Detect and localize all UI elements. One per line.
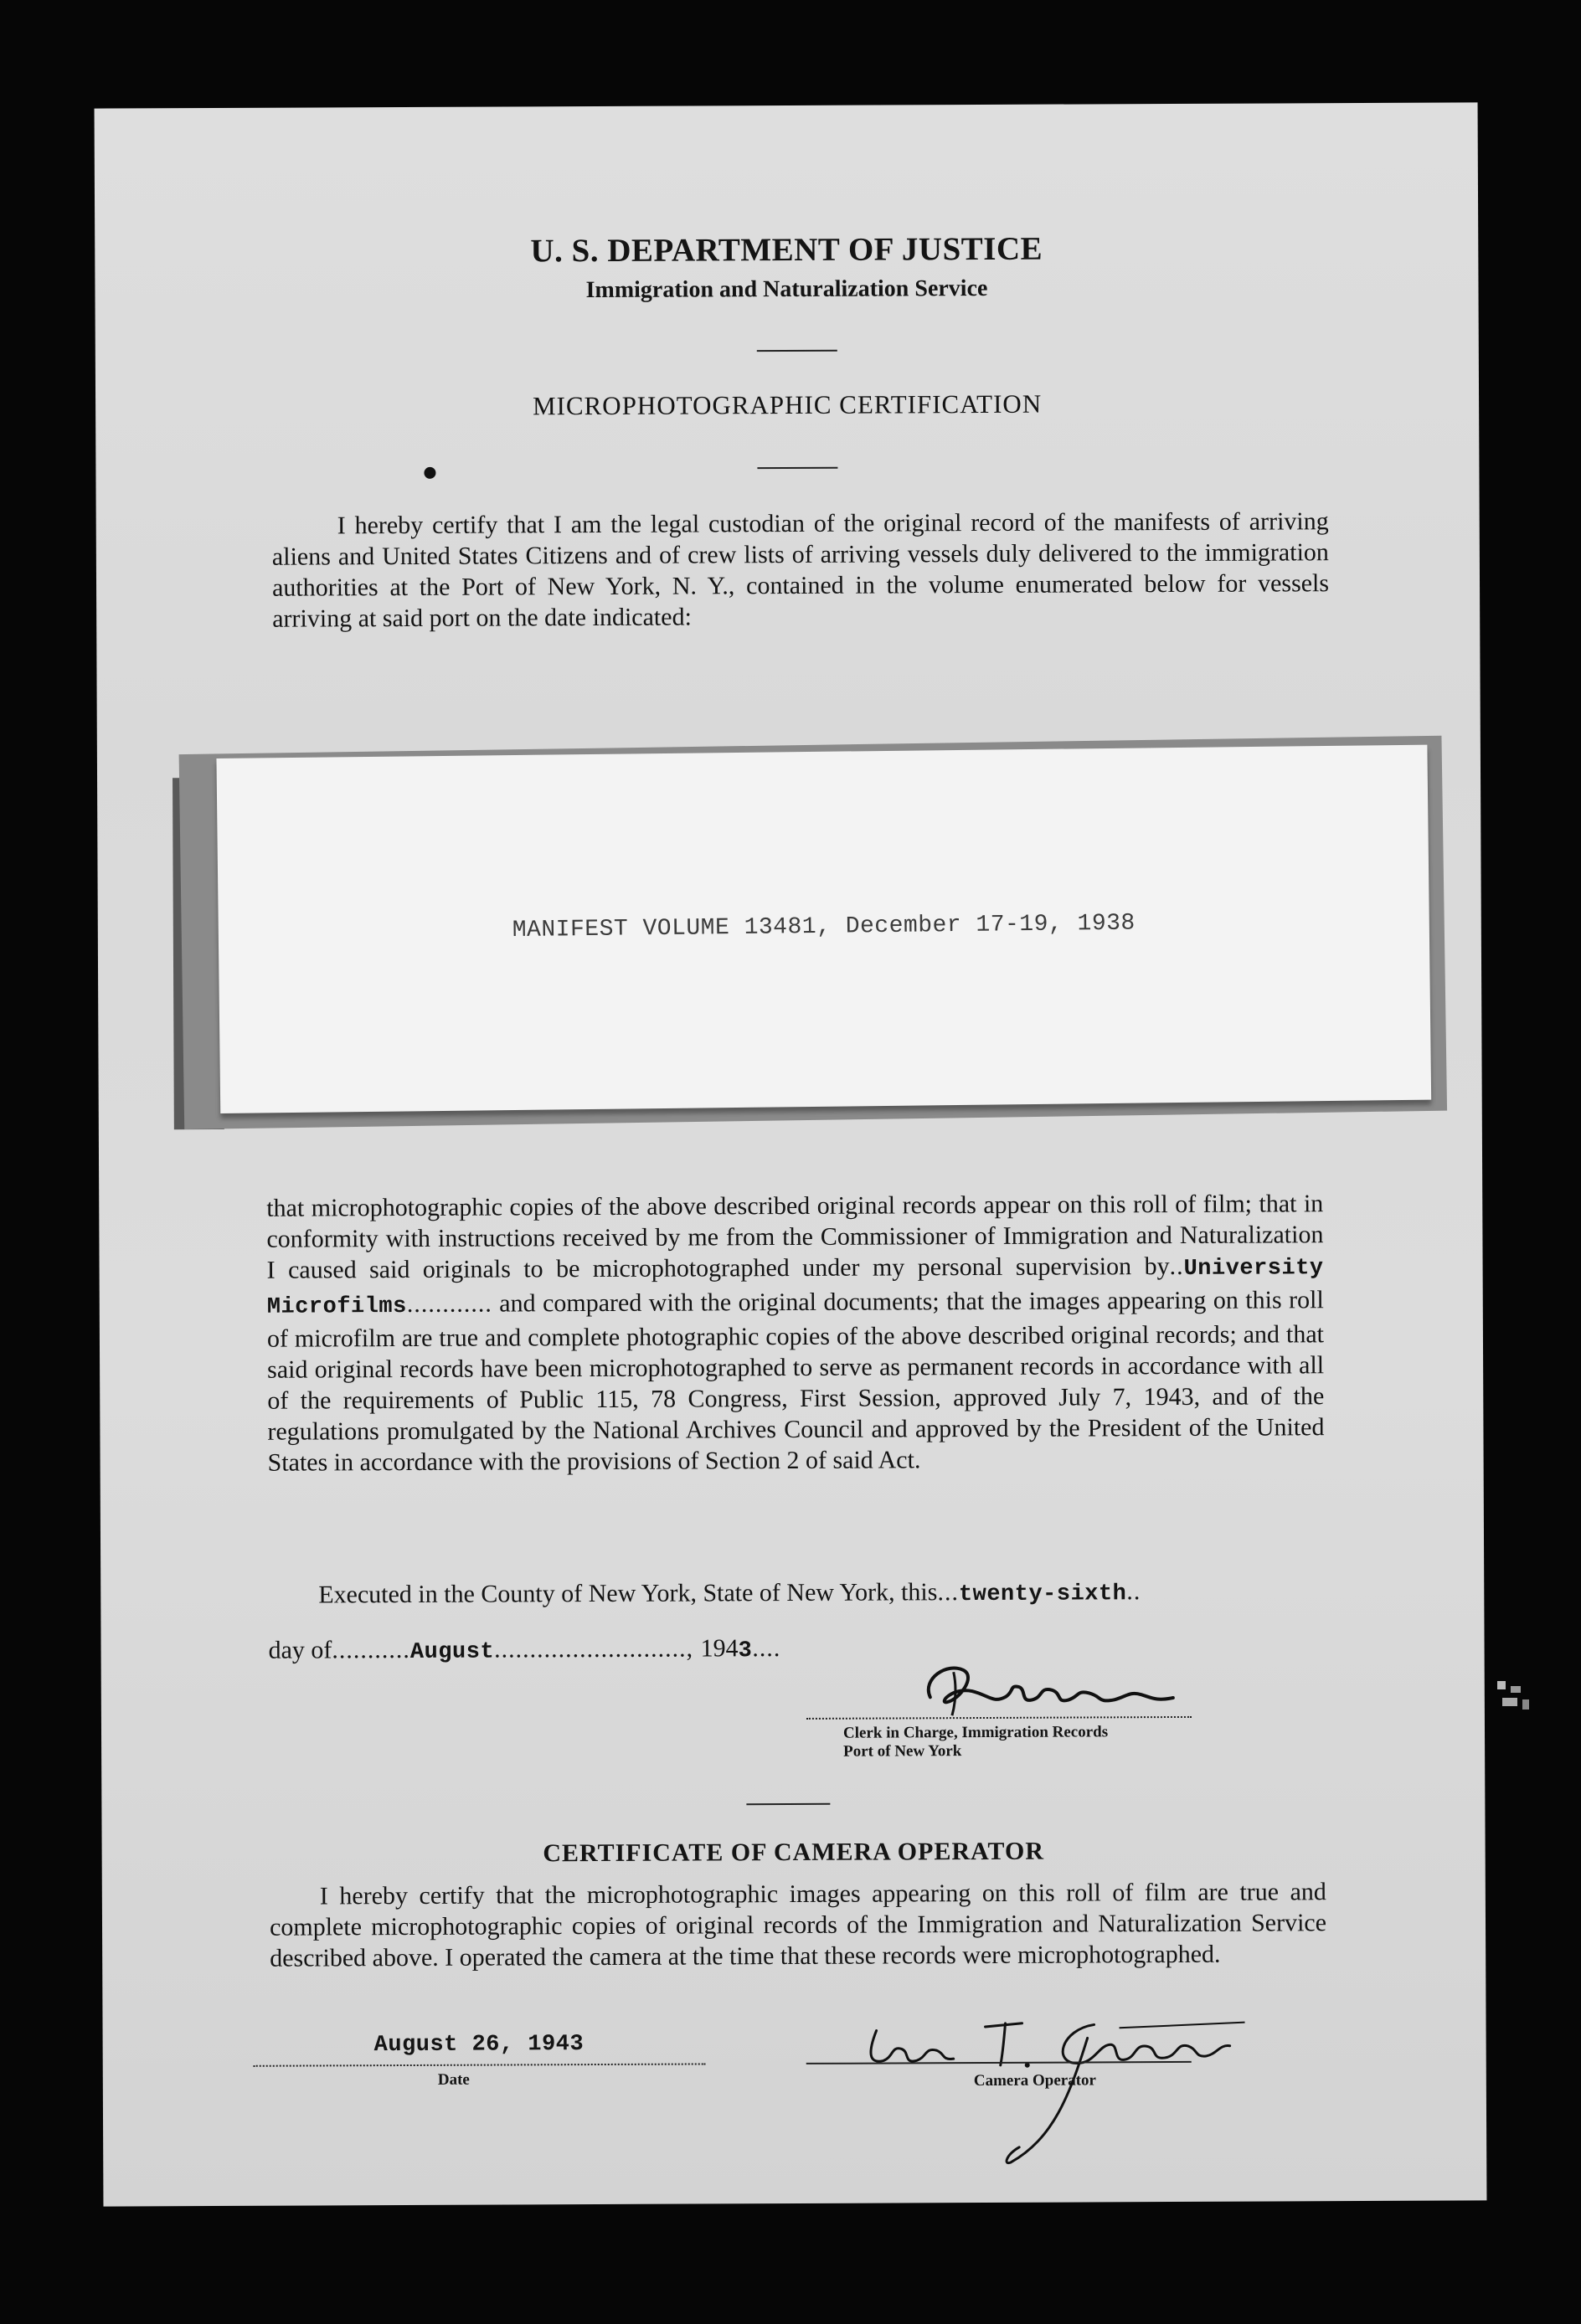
certificate-sheet <box>95 102 1487 2206</box>
dotted-leader: .. <box>1169 1252 1184 1281</box>
camera-operator-text: I hereby certify that the microphotographic images appearing on this roll of film are true and complete microphotographic copies of original records of the Immigration and Naturalization Service described above. I operated the camera at the time that these records were microphotographed. <box>269 1878 1327 1972</box>
service-subheading: Immigration and Naturalization Service <box>585 275 988 304</box>
date-label: Date <box>437 2070 470 2089</box>
camera-operator-label: Camera Operator <box>973 2071 1097 2090</box>
divider <box>757 467 837 469</box>
ink-dot <box>424 467 435 479</box>
intro-paragraph: I hereby certify that I am the legal custodian of the original record of the manifests of arriving aliens and United States Citizens and of crew lists of arriving vessels duly delivered to the immigration authorities at the Port of New York, N. Y., contained in the volume enumerated below for vessels arriving at said port on the date indicated: <box>271 507 1330 633</box>
camera-operator-heading: CERTIFICATE OF CAMERA OPERATOR <box>543 1837 1045 1868</box>
body-text-part1: that microphotographic copies of the above described original records appear on this roll of film; that in conformity with instructions received by me from the Commissioner of Immigration and Naturalization I caused said originals to be microphotographed under my personal supervision by <box>266 1190 1324 1284</box>
day-of-line <box>269 1634 781 1666</box>
divider <box>757 350 837 352</box>
clerk-title-line2: Port of New York <box>843 1742 962 1761</box>
date-line <box>254 2063 706 2066</box>
clerk-title <box>843 1723 1108 1761</box>
agency-name: University Microfilms <box>266 1256 1324 1320</box>
manifest-volume-text: MANIFEST VOLUME 13481, December 17-19, 1938 <box>512 910 1136 944</box>
day-of-label: day of <box>268 1636 332 1664</box>
executed-prefix: Executed in the County of New York, State of New York, this <box>318 1578 938 1609</box>
dotted-leader: ..........................., <box>494 1634 701 1663</box>
certification-body <box>266 1188 1324 1478</box>
executed-month: August <box>409 1639 495 1665</box>
film-speck <box>1491 1674 1541 1725</box>
dotted-leader: .... <box>752 1634 781 1663</box>
divider <box>746 1803 830 1805</box>
executed-day: twenty-sixth <box>958 1581 1127 1608</box>
department-heading: U. S. DEPARTMENT OF JUSTICE <box>530 230 1043 270</box>
dotted-leader: ............ <box>406 1289 492 1319</box>
year-prefix: 194 <box>700 1634 739 1663</box>
manifest-slip <box>216 745 1431 1113</box>
clerk-title-line1: Clerk in Charge, Immigration Records <box>842 1723 1109 1742</box>
body-text-part2: and compared with the original documents; that the images appearing on this roll of microfilm are true and complete photographic copies of the above described original records; and that said original records have been microphotographed to serve as permanent records in accordance with all of the requirements of Public 115, 78 Congress, First Session, approved July 7, 1943, and of the regulations promulgated by the National Archives Council and approved by the President of the United States in accordance with the provisions of Section 2 of said Act. <box>266 1286 1325 1477</box>
dotted-leader: ........... <box>332 1635 410 1664</box>
certification-title: MICROPHOTOGRAPHIC CERTIFICATION <box>532 388 1043 421</box>
year-digit: 3 <box>738 1638 753 1664</box>
executed-line <box>318 1577 1141 1610</box>
dotted-leader: .. <box>1126 1577 1141 1606</box>
dotted-leader: ... <box>937 1578 959 1607</box>
camera-date-value: August 26, 1943 <box>373 2032 585 2059</box>
